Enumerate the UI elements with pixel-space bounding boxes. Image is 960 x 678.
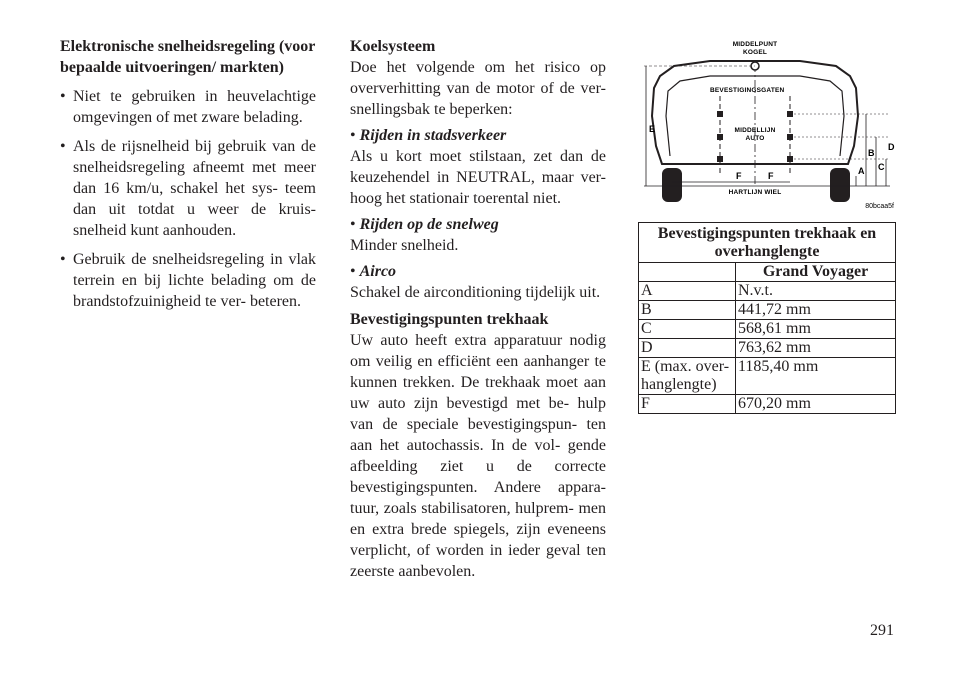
table-caption-row: [639, 223, 896, 263]
label-hitch-center: MIDDELPUNT: [732, 41, 778, 48]
table-column-header: Grand Voyager: [736, 263, 896, 282]
row-label: B: [639, 301, 736, 320]
highway-text: Minder snelheid.: [350, 237, 459, 254]
letter-a: A: [858, 166, 865, 176]
letter-f-second: F: [768, 171, 774, 181]
letter-f: F: [736, 171, 742, 181]
hitch-spec-table: [638, 222, 896, 414]
airco-text: Schakel de airconditioning tijdelijk uit.: [350, 284, 601, 301]
table-row: [639, 395, 896, 414]
hitch-diagram: [640, 36, 900, 212]
hitch-mounting-heading: Bevestigingspunten trekhaak: [350, 311, 549, 328]
table-header-empty: [639, 263, 736, 282]
table-caption: Bevestigingspunten trekhaak en overhanglengte: [639, 223, 896, 263]
hitch-mounting-text: Uw auto heeft extra apparatuur nodig om veilig en efficiënt een aanhanger te kunnen trekken. De trekhaak moet aan uw auto zijn bevestigd met be- hulp van de speciale bevestigingspun- ten aan het autochassis. In de vol- gende afbeelding ziet u de correcte bevestigingspunten. Andere appara- tuur, zoals stabilisatoren, hulprem- men en extra brede spiegels, zijn eveneens verplicht, of worden in ieder geval ten zeerste aanbevolen.: [350, 332, 606, 580]
bullet-item: • Gebruik de snelheidsregeling in vlak terrein en bij lichte belading om de brandstofzuinigheid te ver- beteren.: [60, 249, 316, 312]
row-label: A: [639, 282, 736, 301]
mount-hole: [717, 111, 723, 117]
row-label: C: [639, 320, 736, 339]
table-header-row: [639, 263, 896, 282]
label-mounting-holes: BEVESTIGINGSGATEN: [710, 87, 785, 94]
row-value: 568,61 mm: [736, 320, 896, 339]
label-vehicle-centerline-auto: AUTO: [745, 135, 765, 142]
middle-column: [350, 36, 606, 582]
row-label: F: [639, 395, 736, 414]
figure-code: 80bcaa5f: [865, 203, 894, 210]
page-number: 291: [870, 622, 894, 639]
row-value: 1185,40 mm: [736, 358, 896, 395]
row-label: E (max. over- hanglengte): [639, 358, 736, 395]
row-value: 441,72 mm: [736, 301, 896, 320]
cooling-intro-text: Doe het volgende om het risico op oververhitting van de motor of de ver- snellingsbak te beperken:: [350, 59, 606, 118]
cruise-control-bullet-list: [60, 86, 316, 312]
bullet-item: • Als de rijsnelheid bij gebruik van de snelheidsregeling afneemt met meer dan 16 km/u, schakel het sys- teem dan uit totdat u weer de kruis- snelheid kunt aanhouden.: [60, 136, 316, 241]
vehicle-rear-diagram: [640, 36, 900, 212]
table-row: [639, 282, 896, 301]
right-column: [638, 36, 898, 414]
table-row: [639, 320, 896, 339]
highway-subheading: • Rijden op de snelweg: [350, 214, 606, 235]
mount-hole: [717, 156, 723, 162]
mount-hole: [717, 134, 723, 140]
row-value: 763,62 mm: [736, 339, 896, 358]
cooling-system-heading: Koelsysteem: [350, 38, 436, 55]
label-vehicle-centerline: MIDDELLIJN: [734, 127, 776, 134]
airco-subheading: • Airco: [350, 261, 606, 282]
letter-d: D: [888, 142, 895, 152]
row-label: D: [639, 339, 736, 358]
label-hitch-ball: KOGEL: [742, 49, 768, 56]
cruise-control-heading: Elektronische snelheidsregeling (voor bepaalde uitvoeringen/ markten): [60, 38, 316, 76]
city-traffic-subheading: • Rijden in stadsverkeer: [350, 125, 606, 146]
bullet-item: • Niet te gebruiken in heuvelachtige omgevingen of met zware belading.: [60, 86, 316, 128]
letter-e: E: [649, 124, 656, 134]
wheel-right: [830, 168, 850, 202]
row-value: 670,20 mm: [736, 395, 896, 414]
left-column: [60, 36, 316, 320]
table-row: [639, 339, 896, 358]
letter-c: C: [878, 162, 885, 172]
label-wheel-centerline: HARTLIJN WIEL: [728, 189, 782, 196]
table-row: [639, 358, 896, 395]
row-value: N.v.t.: [736, 282, 896, 301]
letter-b: B: [868, 148, 875, 158]
city-traffic-text: Als u kort moet stilstaan, zet dan de keuzehendel in NEUTRAL, maar ver- hoog het stationair toerental niet.: [350, 148, 606, 207]
table-row: [639, 301, 896, 320]
wheel-left: [662, 168, 682, 202]
